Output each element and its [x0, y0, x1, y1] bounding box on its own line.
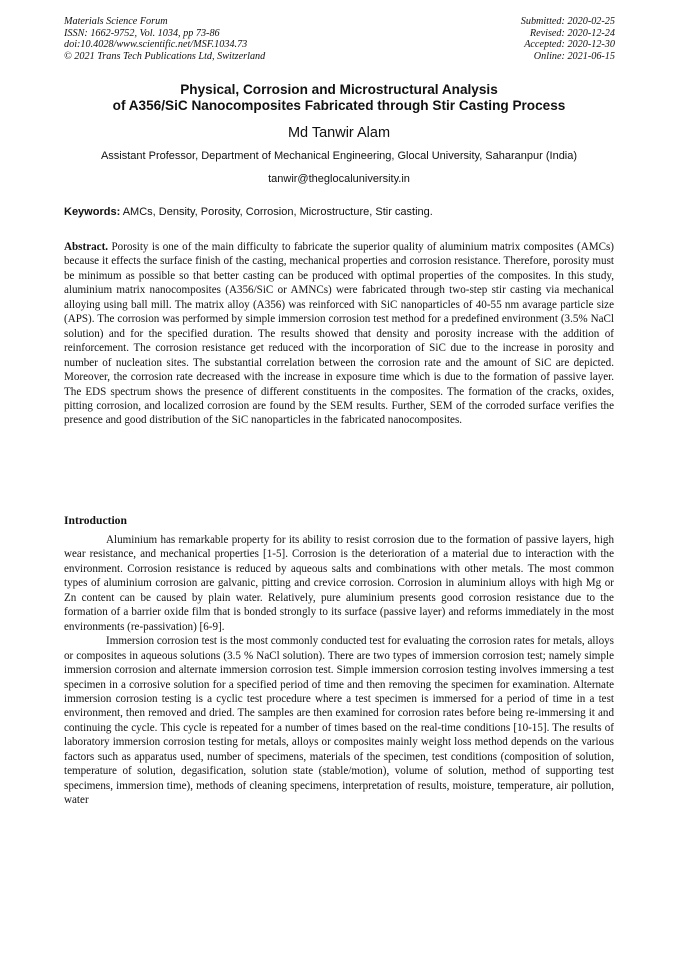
author-email: tanwir@theglocaluniversity.in [268, 173, 410, 185]
journal-doi: doi:10.4028/www.scientific.net/MSF.1034.73 [64, 39, 248, 51]
author-name: Md Tanwir Alam [287, 125, 391, 141]
abstract-label: Abstract. [64, 241, 109, 253]
introduction-paragraph-1: Aluminium has remarkable property for its ability to resist corrosion due to the formation of passive layers, high wear resistance, and mechanical properties [1-5]. Corrosion is the deterioration of a material due to interaction with the environment. Corrosion resistance is reduced by aqueous salts and combinations with other metals. The most common types of aluminium corrosion are galvanic, pitting and crevice corrosion. Corrosion in aluminium alloys with high Mg or Zn content can be caused by plain water. Relatively, pure aluminium presents good corrosion resistance due to the formation of a barrier oxide film that is bonded strongly to its surface (passive layer) and reforms immediately in the most environments (re-passivation) [6-9]. [64, 534, 614, 633]
date-submitted: Submitted: 2020-02-25 [520, 16, 615, 27]
journal-copyright: © 2021 Trans Tech Publications Ltd, Switzerland [64, 50, 266, 62]
journal-name: Materials Science Forum [64, 16, 168, 27]
abstract-text: Porosity is one of the main difficulty to fabricate the superior quality of aluminium matrix composites (AMCs) because it effects the surface finish of the casting, mechanical properties and corrosion resistance. Therefore, porosity must be minimum as possible so that better casting can be produced with optimal properties of the composites. In this study, aluminium matrix nanocomposites (A356/SiC or AMNCs) were fabricated through two-step stir casting via mechanical alloying using ball mill. The matrix alloy (A356) was reinforced with SiC nanoparticles of 40-55 nm avarage particle size (APS). The corrosion was performed by simple immersion corrosion test method for a predefined environment (3.5% NaCl solution) and for the specified duration. The results showed that density and porosity increase with the addition of reinforcement. The corrosion resistance get reduced with the incorporation of SiC due to the increase in porosity and number of nucleation sites. The substantial correlation between the corrosion rate and the amount of SiC are depicted. Moreover, the corrosion rate decreased with the increase in exposure time which is due to the formation of passive layer. The EDS spectrum shows the presence of different constituents in the composites. The formation of the cracks, oxides, pitting corrosion, and localized corrosion are found by the SEM results. Further, SEM of the corroded surface verifies the presence and good distribution of the SiC nanoparticles in the fabricated nanocomposites. [64, 241, 614, 427]
dates-header [521, 16, 615, 62]
paper-title-line-2: of A356/SiC Nanocomposites Fabricated through Stir Casting Process [112, 98, 566, 114]
introduction-body [64, 533, 614, 808]
date-revised: Revised: 2020-12-24 [529, 27, 615, 39]
date-online: Online: 2021-06-15 [533, 50, 615, 62]
paper-title-line-1: Physical, Corrosion and Microstructural Analysis [180, 82, 498, 97]
keywords-text: AMCs, Density, Porosity, Corrosion, Microstructure, Stir casting. [122, 206, 433, 218]
journal-header [64, 16, 265, 62]
keywords [64, 206, 624, 219]
keywords-label: Keywords: [64, 206, 121, 218]
paper-title [40, 82, 638, 115]
journal-issn: ISSN: 1662-9752, Vol. 1034, pp 73-86 [64, 27, 220, 39]
author-affiliation: Assistant Professor, Department of Mechanical Engineering, Glocal University, Saharanpur (India) [100, 150, 578, 162]
section-heading-introduction: Introduction [64, 514, 127, 527]
abstract [64, 240, 614, 428]
introduction-paragraph-2: Immersion corrosion test is the most commonly conducted test for evaluating the corrosion rates for metals, alloys or composites in aqueous solutions (3.5 % NaCl solution). There are two types of immersion corrosion test; namely simple immersion corrosion and alternate immersion corrosion test. Simple immersion corrosion testing involves immersing a test specimen in a corrosive solution for a specified period of time and then removing the specimen for examination. Alternate immersion corrosion testing is a cyclic test procedure where a test specimen is immersed for a period of time in a test environment, then removed and dried. The samples are then examined for corrosion rates before being re-immersing it and continuing the cycle. This cycle is repeated for a number of times based on the real-time conditions [10-15]. The results of laboratory immersion corrosion testing for metals, alloys or composites mainly weight loss method depends on the various factors such as apparatus used, number of specimens, materials of the specimen, test conditions (composition of solution, temperature of solution, degasification, solution state (stable/motion), volume of solution, method of supporting test specimens, immersion time), methods of cleaning specimens, interpretation of results, moisture, temperature, air pollution, water [64, 635, 614, 807]
date-accepted: Accepted: 2020-12-30 [524, 39, 615, 51]
